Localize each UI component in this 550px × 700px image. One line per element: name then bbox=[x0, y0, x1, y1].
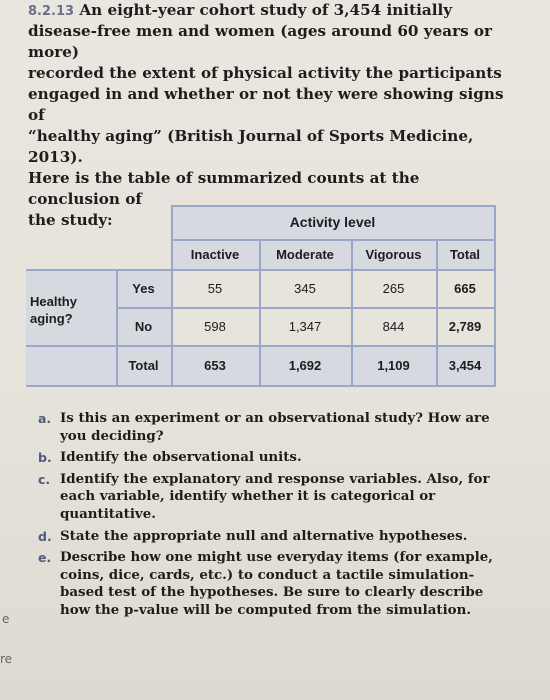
row-label-yes: Yes bbox=[132, 280, 155, 296]
intro-text-line: disease-free men and women (ages around 60 years or more) bbox=[28, 22, 493, 61]
row-label-total: Total bbox=[128, 357, 159, 373]
intro-line-1 bbox=[28, 0, 513, 21]
table-cell: 345 bbox=[294, 280, 316, 296]
column-header-inactive: Inactive bbox=[190, 246, 240, 262]
question-letter: e. bbox=[38, 550, 52, 566]
question-letter: a. bbox=[38, 411, 52, 426]
table-cell: 265 bbox=[382, 280, 405, 296]
question-letter: c. bbox=[38, 471, 51, 487]
question-text: Identify the explanatory and response variables. Also, for each variable, identify whether it is categorical or quantitative. bbox=[60, 470, 490, 522]
column-header-total: Total bbox=[449, 246, 481, 262]
intro-text-line: the study: bbox=[28, 211, 113, 229]
table-cell: 2,789 bbox=[448, 318, 482, 334]
question-text: Describe how one might use everyday items (for example, coins, dice, cards, etc.) to conduct a tactile simulation-based test of the hypotheses. Be sure to clearly describe how the p-value will be computed from the simulation. bbox=[60, 549, 493, 618]
question-c bbox=[38, 471, 498, 524]
table-cell: 55 bbox=[207, 280, 223, 296]
intro-text-line: Here is the table of summarized counts at the conclusion of bbox=[28, 169, 420, 208]
table-cell: 665 bbox=[454, 280, 476, 296]
question-list bbox=[38, 410, 498, 624]
question-b bbox=[38, 449, 498, 467]
column-header-vigorous: Vigorous bbox=[365, 246, 422, 262]
table-cell: 844 bbox=[382, 318, 405, 334]
question-letter: d. bbox=[38, 528, 52, 544]
question-text: Identify the observational units. bbox=[60, 449, 302, 466]
table-cell: 1,109 bbox=[377, 357, 410, 373]
table-cell: 1,692 bbox=[288, 357, 322, 373]
table-cell: 598 bbox=[204, 318, 226, 334]
exercise-intro bbox=[28, 0, 513, 231]
activity-level-header: Activity level bbox=[289, 214, 376, 230]
table-cell: 3,454 bbox=[448, 357, 482, 373]
question-a bbox=[38, 410, 498, 445]
intro-text-line: “healthy aging” (British Journal of Sports Medicine, 2013). bbox=[28, 127, 474, 166]
exercise-number: 8.2.13 bbox=[28, 4, 75, 19]
question-letter: b. bbox=[38, 450, 52, 466]
question-text: Is this an experiment or an observational study? How are you deciding? bbox=[60, 410, 490, 444]
intro-text-line: recorded the extent of physical activity the participants bbox=[28, 64, 502, 82]
question-d bbox=[38, 528, 498, 546]
table-cell: 1,347 bbox=[288, 318, 322, 334]
intro-text-line: engaged in and whether or not they were showing signs of bbox=[28, 85, 504, 124]
row-label-no: No bbox=[134, 318, 153, 334]
question-text: State the appropriate null and alternative hypotheses. bbox=[60, 527, 468, 544]
column-header-moderate: Moderate bbox=[276, 246, 334, 262]
row-variable-label: Healthy aging? bbox=[30, 294, 77, 326]
margin-fragment: e bbox=[2, 612, 10, 626]
two-way-table bbox=[26, 205, 496, 387]
table-cell: 653 bbox=[204, 357, 226, 373]
intro-text-line: An eight-year cohort study of 3,454 initially bbox=[79, 1, 453, 19]
question-e bbox=[38, 549, 498, 619]
margin-fragment: re bbox=[0, 652, 13, 666]
